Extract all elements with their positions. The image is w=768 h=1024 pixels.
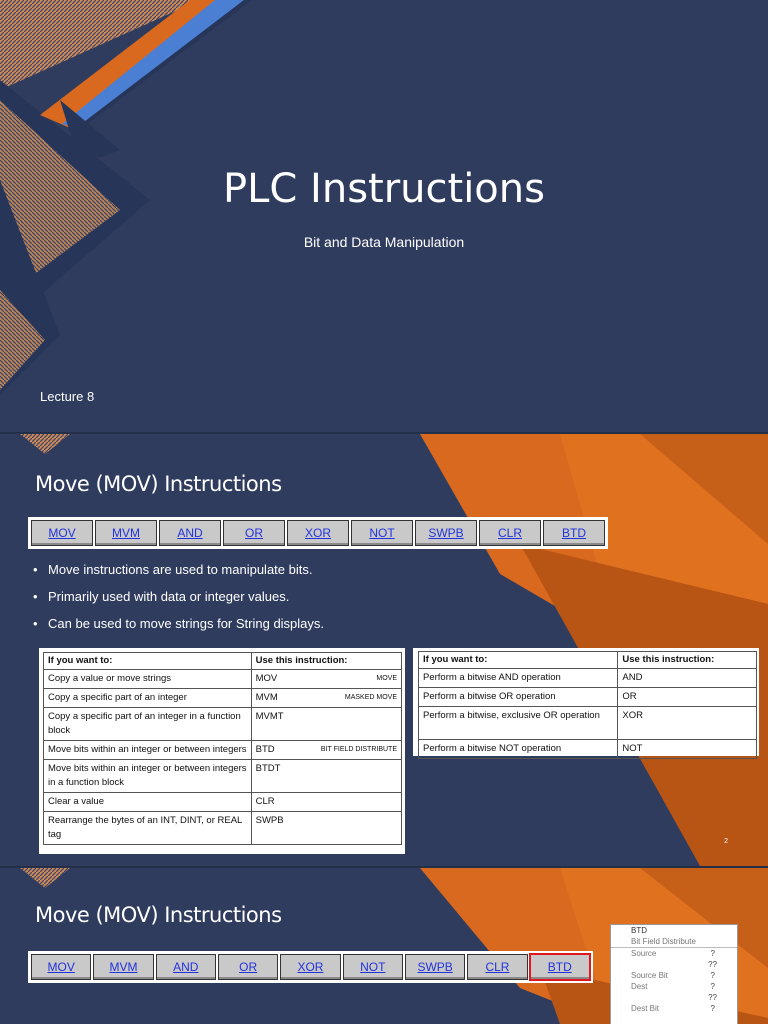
slide-title: Move (MOV) Instructions — [35, 472, 282, 496]
decorative-shapes — [0, 0, 768, 432]
bullet-list — [30, 562, 324, 643]
bullet-item: • Primarily used with data or integer values. — [30, 589, 324, 616]
nav-xor[interactable]: XOR — [287, 520, 349, 546]
nav-mvm[interactable]: MVM — [95, 520, 157, 546]
slide-title: Move (MOV) Instructions — [35, 903, 282, 927]
btd-field: Dest Bit ? — [631, 1004, 715, 1013]
bullet-item: • Can be used to move strings for String displays. — [30, 616, 324, 643]
btd-instruction-slide — [0, 868, 768, 1024]
table-row: Copy a value or move strings MOVE MOV — [44, 670, 402, 689]
slide-subtitle: Bit and Data Manipulation — [303, 234, 465, 250]
nav-and[interactable]: AND — [156, 954, 216, 980]
bullet-item: • Move instructions are used to manipulate bits. — [30, 562, 324, 589]
nav-xor[interactable]: XOR — [280, 954, 340, 980]
nav-and[interactable]: AND — [159, 520, 221, 546]
btd-block-desc: Bit Field Distribute — [611, 936, 737, 948]
col-header-instruction: Use this instruction: — [618, 652, 757, 669]
nav-clr[interactable]: CLR — [467, 954, 527, 980]
nav-not[interactable]: NOT — [343, 954, 403, 980]
page-number: 2 — [724, 838, 728, 845]
btd-field: ?? — [708, 960, 717, 969]
btd-field: Source Bit ? — [631, 971, 715, 980]
nav-mov[interactable]: MOV — [31, 520, 93, 546]
nav-or[interactable]: OR — [218, 954, 278, 980]
btd-block-name: BTD — [631, 926, 647, 935]
nav-not[interactable]: NOT — [351, 520, 413, 546]
logical-instructions-table — [413, 648, 759, 756]
btd-field: Dest ? — [631, 982, 715, 991]
title-slide — [0, 0, 768, 432]
table-row: Perform a bitwise, exclusive OR operation XOR — [419, 707, 757, 740]
nav-swpb[interactable]: SWPB — [415, 520, 477, 546]
instruction-nav-bar — [28, 517, 608, 549]
nav-clr[interactable]: CLR — [479, 520, 541, 546]
btd-field: ?? — [708, 993, 717, 1002]
btd-field: Source ? — [631, 949, 715, 958]
table-row: Perform a bitwise OR operation OR — [419, 688, 757, 707]
slide-title: PLC Instructions — [223, 166, 545, 212]
nav-or[interactable]: OR — [223, 520, 285, 546]
table-row: Move bits within an integer or between integers BIT FIELD DISTRIBUTE BTD — [44, 741, 402, 760]
btd-instruction-block — [610, 924, 738, 1024]
nav-mov[interactable]: MOV — [31, 954, 91, 980]
mov-instructions-slide — [0, 434, 768, 866]
col-header-want: If you want to: — [44, 653, 252, 670]
table-row: Perform a bitwise NOT operation NOT — [419, 740, 757, 759]
table-row: Move bits within an integer or between integers in a function block BTDT — [44, 760, 402, 793]
col-header-instruction: Use this instruction: — [251, 653, 401, 670]
lecture-label: Lecture 8 — [40, 389, 95, 404]
instruction-nav-bar — [28, 951, 593, 983]
move-instructions-table — [39, 648, 405, 854]
table-row: Clear a value CLR — [44, 793, 402, 812]
nav-btd-active[interactable]: BTD — [530, 954, 590, 980]
col-header-want: If you want to: — [419, 652, 618, 669]
nav-btd[interactable]: BTD — [543, 520, 605, 546]
table-row: Rearrange the bytes of an INT, DINT, or REAL tag SWPB — [44, 812, 402, 845]
nav-mvm[interactable]: MVM — [93, 954, 153, 980]
table-row: Copy a specific part of an integer in a function block MVMT — [44, 708, 402, 741]
table-row: Copy a specific part of an integer MASKED MOVE MVM — [44, 689, 402, 708]
nav-swpb[interactable]: SWPB — [405, 954, 465, 980]
table-row: Perform a bitwise AND operation AND — [419, 669, 757, 688]
